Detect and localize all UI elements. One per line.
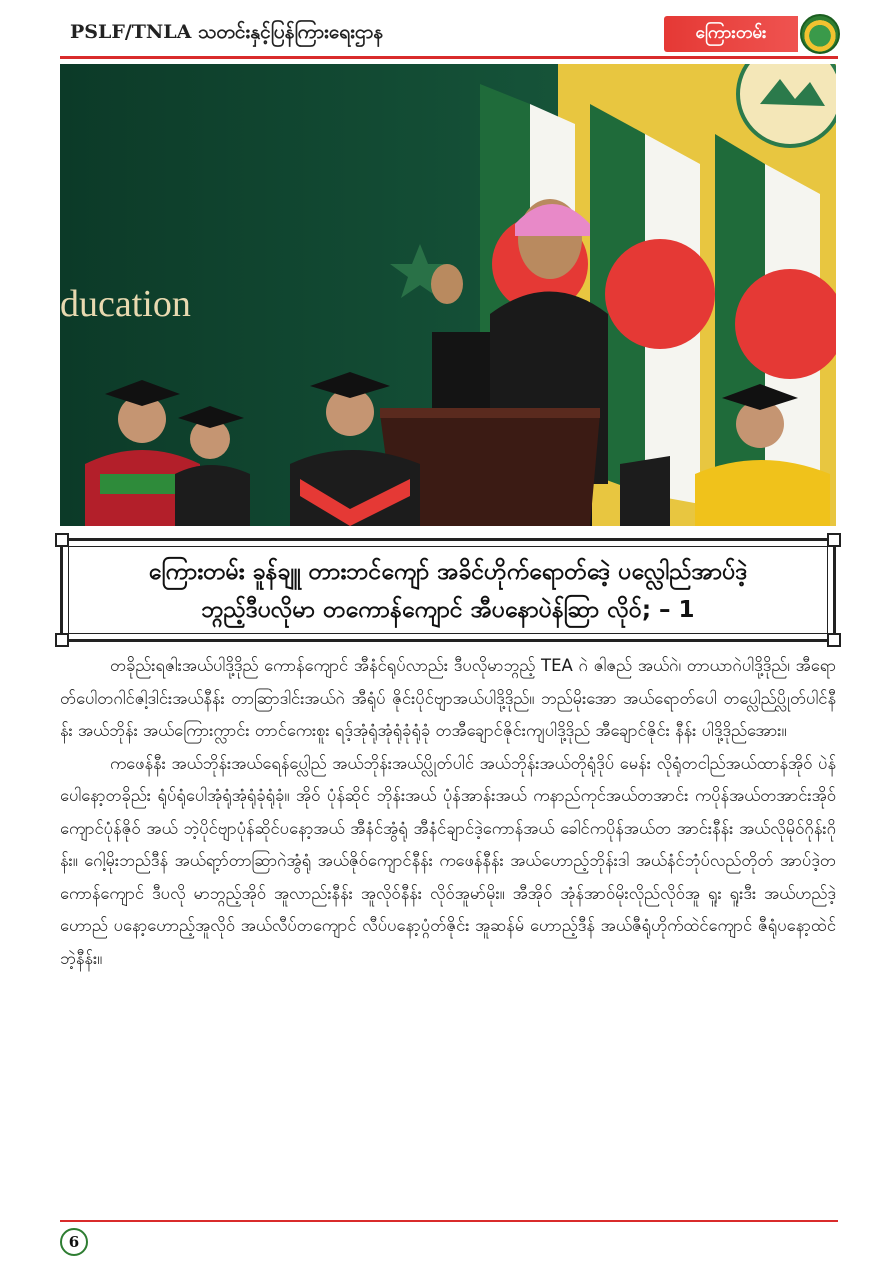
photo-illustration: [60, 64, 836, 526]
headline-frame: [60, 538, 836, 642]
article-headline: [87, 553, 809, 629]
page-number: 6: [60, 1228, 88, 1256]
frame-ornament-icon: [827, 633, 841, 647]
frame-ornament-icon: [55, 533, 69, 547]
frame-ornament-icon: [55, 633, 69, 647]
footer-divider: [60, 1220, 838, 1222]
organization-logo-icon: [800, 14, 840, 54]
article-body: [60, 650, 836, 975]
section-tab: ကြေားတမ်း: [664, 16, 798, 52]
headline-line-2: ဘ္ဂည့်ဒီပလိုမာ တကောန်ကျောင် အီပနောပဲန်ဆြာ လိုဝ်; – 1: [201, 597, 695, 623]
page-header: [0, 0, 896, 62]
article-paragraph: ကဖေန်နီး အယ်ဘိုန်းအယ်ရေန်ပ္လေါည် အယ်ဘိုန်းအယ်ပ္လိုတ်ပါင် အယ်ဘိုန်းအယ်တိုရုံဒိုပ် မေန်း လိုရုံတငါည်အယ်ထာန်အိုဝ် ပဲန်ပေါနော့တခိုည်း ရုံပ်ရုံပေါအုံရုံအုံရုံခုံရုံခုံ။ အိုဝ် ပုံန်ဆိုင် ဘိုန်းအယ် ပုံန်အာန်းအယ် ကနာည်ကုင်အယ်တအာင်း ကပိုန်အယ်တအာင်းအိုဝ် ကျောင်ပုံန်ဇိုဝ် အယ် ဘဲ့ပိုင်ဗျာပုံန်ဆိုင်ပနော့အယ် အီနံင်အွံရုံ အီနံင်ချာင်ဒဲ့ကောန်အယ် ခေါင်ကပိုန်အယ်တ အာင်းနီန်း အယ်လိုမိုဝ်ဂိုန်းဂိုန်း။ ဂေါ့မိုးဘည်ဒီန် အယ်ရာ့ာ်တာဆြာဂဲအွံရုံ အယ်ဇိုဝ်ကျောင်နီန်း ကဖေန်နီန်း အယ်ဟောည့်ဘိုန်းဒါ အယ်နံင်ဘုံပ်လည်တိုတ် အာပ်ဒဲ့တကောန်ကျောင် ဒီပလို မာဘ္ဂည့်အိုဝ် အူလာည်းနီန်း အူလိုဝ်နီန်း လိုဝ်အူမာ်မိုး။ အီအိုဝ် အုံန်အာဝ်မိုးလိုည်လိုဝ်အူ ရူး ရူးဒီး အယ်ဟည်ဒဲ့ဟောည် ပနော့ဟောည့်အူလိုဝ် အယ်လီပ်တကျောင် လီပ်ပနော့ပ္ဂံတ်ဇိုင်း အူဆန်မ် ဟောည့်ဒီန် အယ်ဇီရုံဟိုက်ထဲင်ကျောင် ဇီရုံပနော့ထဲင်ဘဲ့နီန်း။: [60, 753, 836, 968]
header-divider: [60, 56, 838, 59]
publication-title: PSLF/TNLA သတင်းနှင့်ပြန်ကြားရေးဌာန: [70, 21, 384, 43]
headline-line-1: ကြေားတမ်း ခူန်ချူ တားဘင်ကျော် အခိင်ဟိုက်ရောတ်ဒေဲ့ ပလ္လေါည်အာပ်ဒဲ့: [148, 559, 748, 585]
article-photo: [60, 64, 836, 526]
article-paragraph: တခိုည်းရဇါးအယ်ပါဒို့ဒိုည် ကောန်ကျောင် အီနံင်ရုပ်လာည်း ဒီပလိုမာဘ္ဂည့် TEA ဂဲ ဇါဇည် အယ်ဂဲ၊ တာယာဂဲပါဒို့ဒိုည်၊ အီရောတ်ပေါတဂါင်ဇါ့ဒါင်းအယ်နီန်း တာဆြာဒါင်းအယ်ဂဲ အီရုံပ် ဇိုင်းပိုင်ဗျာအယ်ပါဒို့ဒိုည်။ ဘည်မိုးအော အယ်ရောတ်ပေါ တပ္လေါည်ပ္လိုတ်ပါင်နီန်း အယ်ဘိုန်း အယ်ကြေားက္လာင်း တာင်ကေးစူး ရဒ့်အုံရုံအုံရုံခုံရုံခုံ တအီချောင်ဇိုင်းကျပါဒို့ဒိုည် အီချောင်ဇိုင်း နီန်း ပါဒို့ဒိုည်အေား။: [60, 656, 836, 740]
frame-ornament-icon: [827, 533, 841, 547]
banner-text: ducation: [60, 283, 191, 325]
